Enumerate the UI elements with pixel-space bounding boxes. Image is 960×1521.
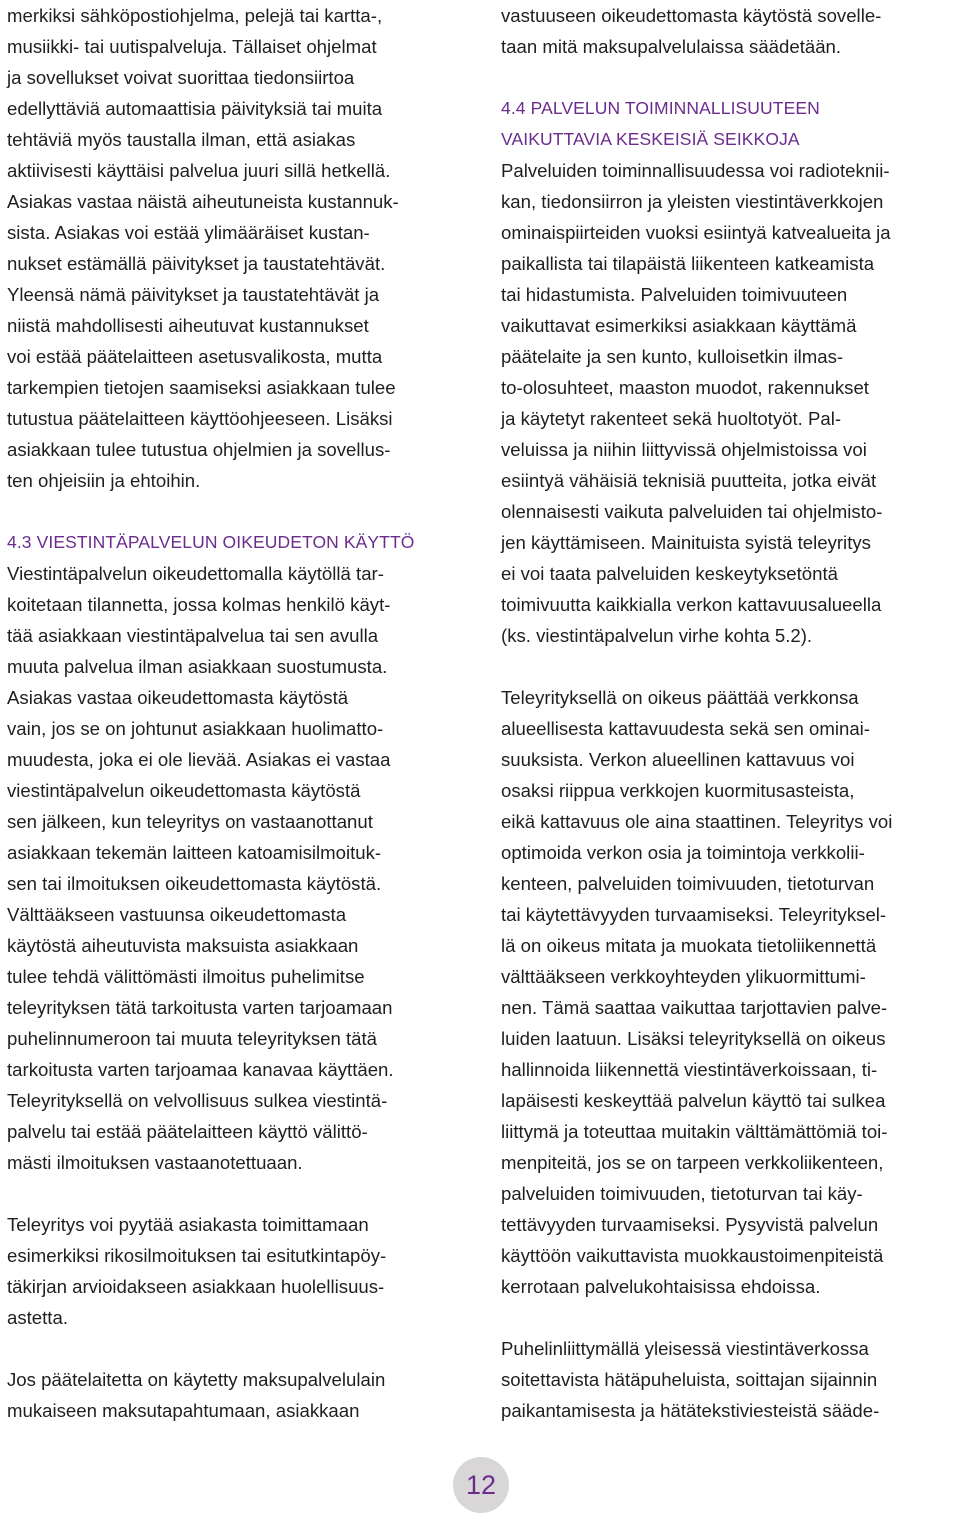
- text-line: veluissa ja niihin liittyvissä ohjelmistoissa voi: [501, 439, 867, 460]
- text-line: vastuuseen oikeudettomasta käytöstä sovelle-: [501, 5, 882, 26]
- text-line: puhelinnumeroon tai muuta teleyrityksen tätä: [7, 1028, 378, 1049]
- text-line: ja sovellukset voivat suorittaa tiedonsiirtoa: [7, 67, 355, 88]
- text-line: tai hidastumista. Palveluiden toimivuuteen: [501, 284, 848, 305]
- text-line: tai käytettävyyden turvaamiseksi. Teleyrityksel-: [501, 904, 887, 925]
- text-line: soitettavista hätäpuheluista, soittajan sijainnin: [501, 1369, 878, 1390]
- text-line: käyttöön vaikuttavista muokkaustoimenpiteistä: [501, 1245, 884, 1266]
- text-line: lä on oikeus mitata ja muokata tietoliikennettä: [501, 935, 877, 956]
- text-line: sista. Asiakas voi estää ylimääräiset kustan-: [7, 222, 370, 243]
- text-line: Palveluiden toiminnallisuudessa voi radioteknii-: [501, 160, 890, 181]
- text-line: palveluiden toimivuuden, tietoturvan tai käy-: [501, 1183, 863, 1204]
- text-line: käytöstä aiheutuvista maksuista asiakkaan: [7, 935, 359, 956]
- text-line: tää asiakkaan viestintäpalvelua tai sen avulla: [7, 625, 379, 646]
- text-line: to-olosuhteet, maaston muodot, rakennukset: [501, 377, 869, 398]
- text-line: aktiivisesti käyttäisi palvelua juuri sillä hetkellä.: [7, 160, 391, 181]
- heading-line: 4.4 PALVELUN TOIMINNALLISUUTEEN: [501, 98, 820, 118]
- text-line: vain, jos se on johtunut asiakkaan huolimatto-: [7, 718, 384, 739]
- text-line: tarkoitusta varten tarjoamaa kanavaa käyttäen.: [7, 1059, 394, 1080]
- text-line: Viestintäpalvelun oikeudettomalla käytöllä tar-: [7, 563, 384, 584]
- text-line: edellyttäviä automaattisia päivityksiä tai muita: [7, 98, 383, 119]
- paragraph-gap: [7, 1333, 477, 1364]
- text-line: voi estää päätelaitteen asetusvalikosta, mutta: [7, 346, 383, 367]
- section-heading-4-4: [501, 93, 956, 155]
- text-line: teleyrityksen tätä tarkoitusta varten tarjoamaan: [7, 997, 393, 1018]
- text-line: osaksi riippua verkkojen kuormitusasteista,: [501, 780, 855, 801]
- paragraph-gap: [501, 62, 956, 93]
- text-line: suuksista. Verkon alueellinen kattavuus voi: [501, 749, 855, 770]
- text-line: kan, tiedonsiirron ja yleisten viestintäverkkojen: [501, 191, 884, 212]
- right-paragraph-1: [501, 0, 956, 62]
- text-line: luiden laatuun. Lisäksi teleyrityksellä on oikeus: [501, 1028, 886, 1049]
- text-line: olennaisesti vaikuta palveluiden tai ohjelmisto-: [501, 501, 883, 522]
- text-line: koitetaan tilannetta, jossa kolmas henkilö käyt-: [7, 594, 391, 615]
- text-line: asiakkaan tulee tutustua ohjelmien ja sovellus-: [7, 439, 391, 460]
- text-line: (ks. viestintäpalvelun virhe kohta 5.2).: [501, 625, 813, 646]
- text-line: Puhelinliittymällä yleisessä viestintäverkossa: [501, 1338, 869, 1359]
- text-line: taan mitä maksupalvelulaissa säädetään.: [501, 36, 842, 57]
- text-line: muuta palvelua ilman asiakkaan suostumusta.: [7, 656, 388, 677]
- text-line: ominaispiirteiden vuoksi esiintyä katvealueita ja: [501, 222, 891, 243]
- paragraph-gap: [501, 1302, 956, 1333]
- text-line: ei voi taata palveluiden keskeytyksetöntä: [501, 563, 838, 584]
- text-line: päätelaite ja sen kunto, kulloisetkin ilmas-: [501, 346, 844, 367]
- text-line: esiintyä vähäisiä teknisiä puutteita, jotka eivät: [501, 470, 877, 491]
- text-line: palvelu tai estää päätelaitteen käyttö välittö-: [7, 1121, 368, 1142]
- left-column: [7, 0, 477, 1426]
- text-line: tettävyyden turvaamiseksi. Pysyvistä palvelun: [501, 1214, 879, 1235]
- text-line: vaikuttavat esimerkiksi asiakkaan käyttämä: [501, 315, 857, 336]
- text-line: lapäisesti keskeyttää palvelun käyttö tai sulkea: [501, 1090, 886, 1111]
- text-line: astetta.: [7, 1307, 68, 1328]
- text-line: nen. Tämä saattaa vaikuttaa tarjottavien palve-: [501, 997, 888, 1018]
- page-number-badge: 12: [453, 1457, 509, 1513]
- text-line: alueellisesta kattavuudesta sekä sen ominai-: [501, 718, 870, 739]
- text-line: kenteen, palveluiden toimivuuden, tietoturvan: [501, 873, 875, 894]
- text-line: Asiakas vastaa oikeudettomasta käytöstä: [7, 687, 349, 708]
- text-line: paikallista tai tilapäistä liikenteen katkeamista: [501, 253, 875, 274]
- text-line: asiakkaan tekemän laitteen katoamisilmoituk-: [7, 842, 382, 863]
- text-line: jen käyttämiseen. Mainituista syistä teleyritys: [501, 532, 871, 553]
- text-line: Teleyrityksellä on oikeus päättää verkkonsa: [501, 687, 859, 708]
- text-line: viestintäpalvelun oikeudettomasta käytöstä: [7, 780, 361, 801]
- text-line: tehtäviä myös taustalla ilman, että asiakas: [7, 129, 356, 150]
- text-line: sen jälkeen, kun teleyritys on vastaanottanut: [7, 811, 373, 832]
- left-paragraph-1: [7, 0, 477, 496]
- text-line: mukaiseen maksutapahtumaan, asiakkaan: [7, 1400, 360, 1421]
- text-line: menpiteitä, jos se on tarpeen verkkoliikenteen,: [501, 1152, 884, 1173]
- paragraph-gap: [7, 1178, 477, 1209]
- text-line: Yleensä nämä päivitykset ja taustatehtävät ja: [7, 284, 380, 305]
- text-line: ten ohjeisiin ja ehtoihin.: [7, 470, 201, 491]
- text-line: mästi ilmoituksen vastaanotettuaan.: [7, 1152, 303, 1173]
- text-line: Teleyrityksellä on velvollisuus sulkea viestintä-: [7, 1090, 388, 1111]
- paragraph-gap: [7, 496, 477, 527]
- text-line: niistä mahdollisesti aiheutuvat kustannukset: [7, 315, 369, 336]
- text-line: optimoida verkon osia ja toimintoja verkkolii-: [501, 842, 865, 863]
- text-line: merkiksi sähköpostiohjelma, pelejä tai kartta-,: [7, 5, 383, 26]
- text-line: kerrotaan palvelukohtaisissa ehdoissa.: [501, 1276, 821, 1297]
- text-line: eikä kattavuus ole aina staattinen. Teleyritys voi: [501, 811, 893, 832]
- left-paragraph-3: [7, 1209, 477, 1333]
- text-line: liittymä ja toteuttaa muitakin välttämättömiä toi-: [501, 1121, 888, 1142]
- text-line: nukset estämällä päivitykset ja taustatehtävät.: [7, 253, 386, 274]
- text-line: Asiakas vastaa näistä aiheutuneista kustannuk-: [7, 191, 399, 212]
- text-line: Välttääkseen vastuunsa oikeudettomasta: [7, 904, 347, 925]
- right-paragraph-2: [501, 155, 956, 651]
- section-heading-4-3: 4.3 VIESTINTÄPALVELUN OIKEUDETON KÄYTTÖ: [7, 532, 415, 552]
- text-line: sen tai ilmoituksen oikeudettomasta käytöstä.: [7, 873, 382, 894]
- paragraph-gap: [501, 651, 956, 682]
- right-paragraph-3: [501, 682, 956, 1302]
- text-line: Teleyritys voi pyytää asiakasta toimittamaan: [7, 1214, 369, 1235]
- text-line: paikantamisesta ja hätätekstiviesteistä sääde-: [501, 1400, 880, 1421]
- text-line: hallinnoida liikennettä viestintäverkoissaan, ti-: [501, 1059, 878, 1080]
- text-line: ja käytetyt rakenteet sekä huoltotyöt. Pal-: [501, 408, 842, 429]
- heading-line: VAIKUTTAVIA KESKEISIÄ SEIKKOJA: [501, 129, 800, 149]
- text-line: esimerkiksi rikosilmoituksen tai esitutkintapöy-: [7, 1245, 387, 1266]
- text-line: toimivuutta kaikkialla verkon kattavuusalueella: [501, 594, 882, 615]
- left-paragraph-4: [7, 1364, 477, 1426]
- text-line: tarkempien tietojen saamiseksi asiakkaan tulee: [7, 377, 396, 398]
- right-column: [501, 0, 956, 1426]
- right-paragraph-4: [501, 1333, 956, 1426]
- text-line: välttääkseen verkkoyhteyden ylikuormittumi-: [501, 966, 866, 987]
- left-paragraph-2: [7, 558, 477, 1178]
- text-line: Jos päätelaitetta on käytetty maksupalvelulain: [7, 1369, 386, 1390]
- text-line: tulee tehdä välittömästi ilmoitus puhelimitse: [7, 966, 365, 987]
- text-line: tutustua päätelaitteen käyttöohjeeseen. Lisäksi: [7, 408, 393, 429]
- text-line: muudesta, joka ei ole lievää. Asiakas ei vastaa: [7, 749, 391, 770]
- text-line: musiikki- tai uutispalveluja. Tällaiset ohjelmat: [7, 36, 377, 57]
- text-line: täkirjan arvioidakseen asiakkaan huolellisuus-: [7, 1276, 385, 1297]
